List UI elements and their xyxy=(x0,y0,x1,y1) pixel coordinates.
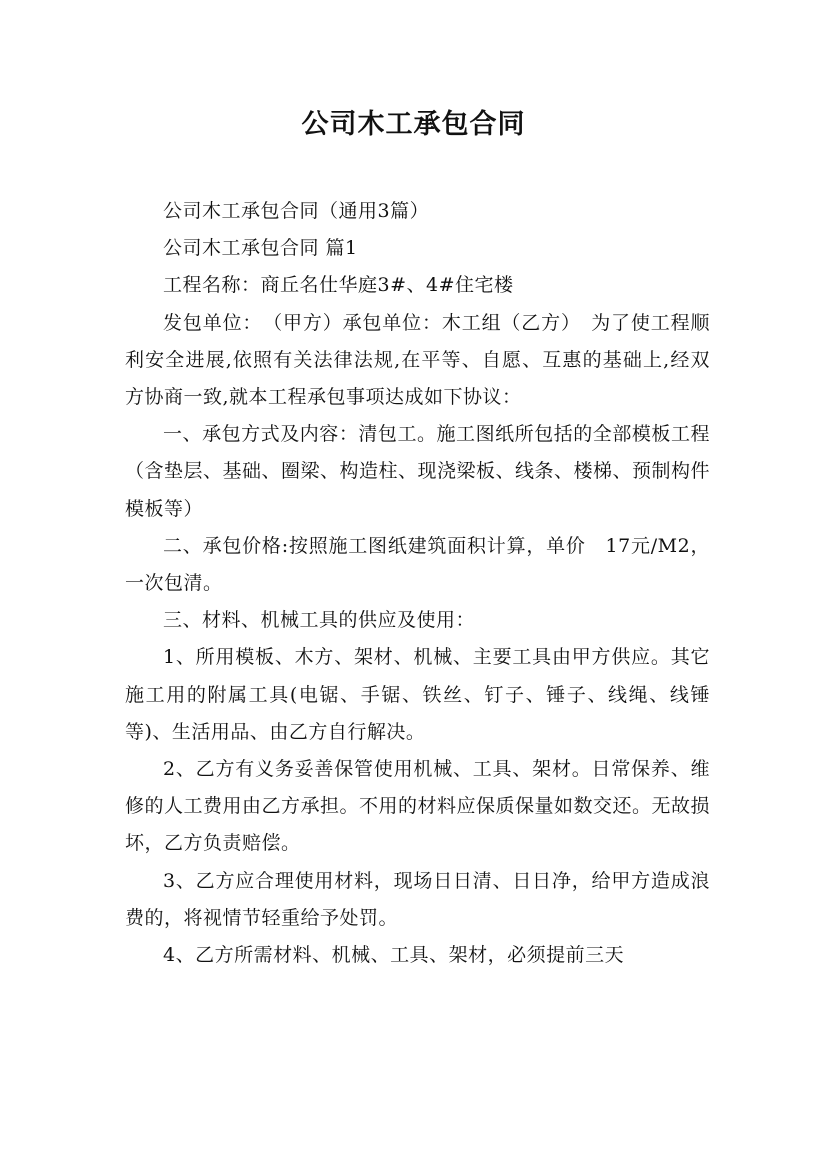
paragraph-item-2: 2、乙方有义务妥善保管使用机械、工具、架材。日常保养、维修的人工费用由乙方承担。不用的材料应保质保量如数交还。无故损坏，乙方负责赔偿。 xyxy=(125,758,711,855)
paragraph-clause-2: 二、承包价格:按照施工图纸建筑面积计算，单价 17元/M2，一次包清。 xyxy=(125,534,710,595)
paragraph-clause-1: 一、承包方式及内容：清包工。施工图纸所包括的全部模板工程（含垫层、基础、圈梁、构造柱、现浇梁板、线条、楼梯、预制构件模板等） xyxy=(125,423,711,520)
paragraph-clause-3: 三、材料、机械工具的供应及使用： xyxy=(163,609,476,632)
document-title: 公司木工承包合同 xyxy=(301,109,526,140)
paragraph-item-4: 4、乙方所需材料、机械、工具、架材，必须提前三天 xyxy=(163,944,625,967)
document-body xyxy=(125,193,710,974)
paragraph-project-name: 工程名称：商丘名仕华庭3#、4#住宅楼 xyxy=(163,274,514,297)
paragraph-section-heading: 公司木工承包合同 篇1 xyxy=(163,237,358,260)
paragraph-item-1: 1、所用模板、木方、架材、机械、主要工具由甲方供应。其它施工用的附属工具(电锯、手锯、铁丝、钉子、锤子、线绳、线锤等)、生活用品、由乙方自行解决。 xyxy=(125,646,710,743)
paragraph-item-3: 3、乙方应合理使用材料，现场日日清、日日净，给甲方造成浪费的，将视情节轻重给予处罚。 xyxy=(125,869,710,929)
paragraph-parties: 发包单位： （甲方）承包单位：木工组（乙方） 为了使工程顺利安全进展,依照有关法律法规,在平等、自愿、互惠的基础上,经双方协商一致,就本工程承包事项达成如下协议： xyxy=(125,311,710,409)
paragraph-subtitle: 公司木工承包合同（通用3篇） xyxy=(163,200,430,222)
